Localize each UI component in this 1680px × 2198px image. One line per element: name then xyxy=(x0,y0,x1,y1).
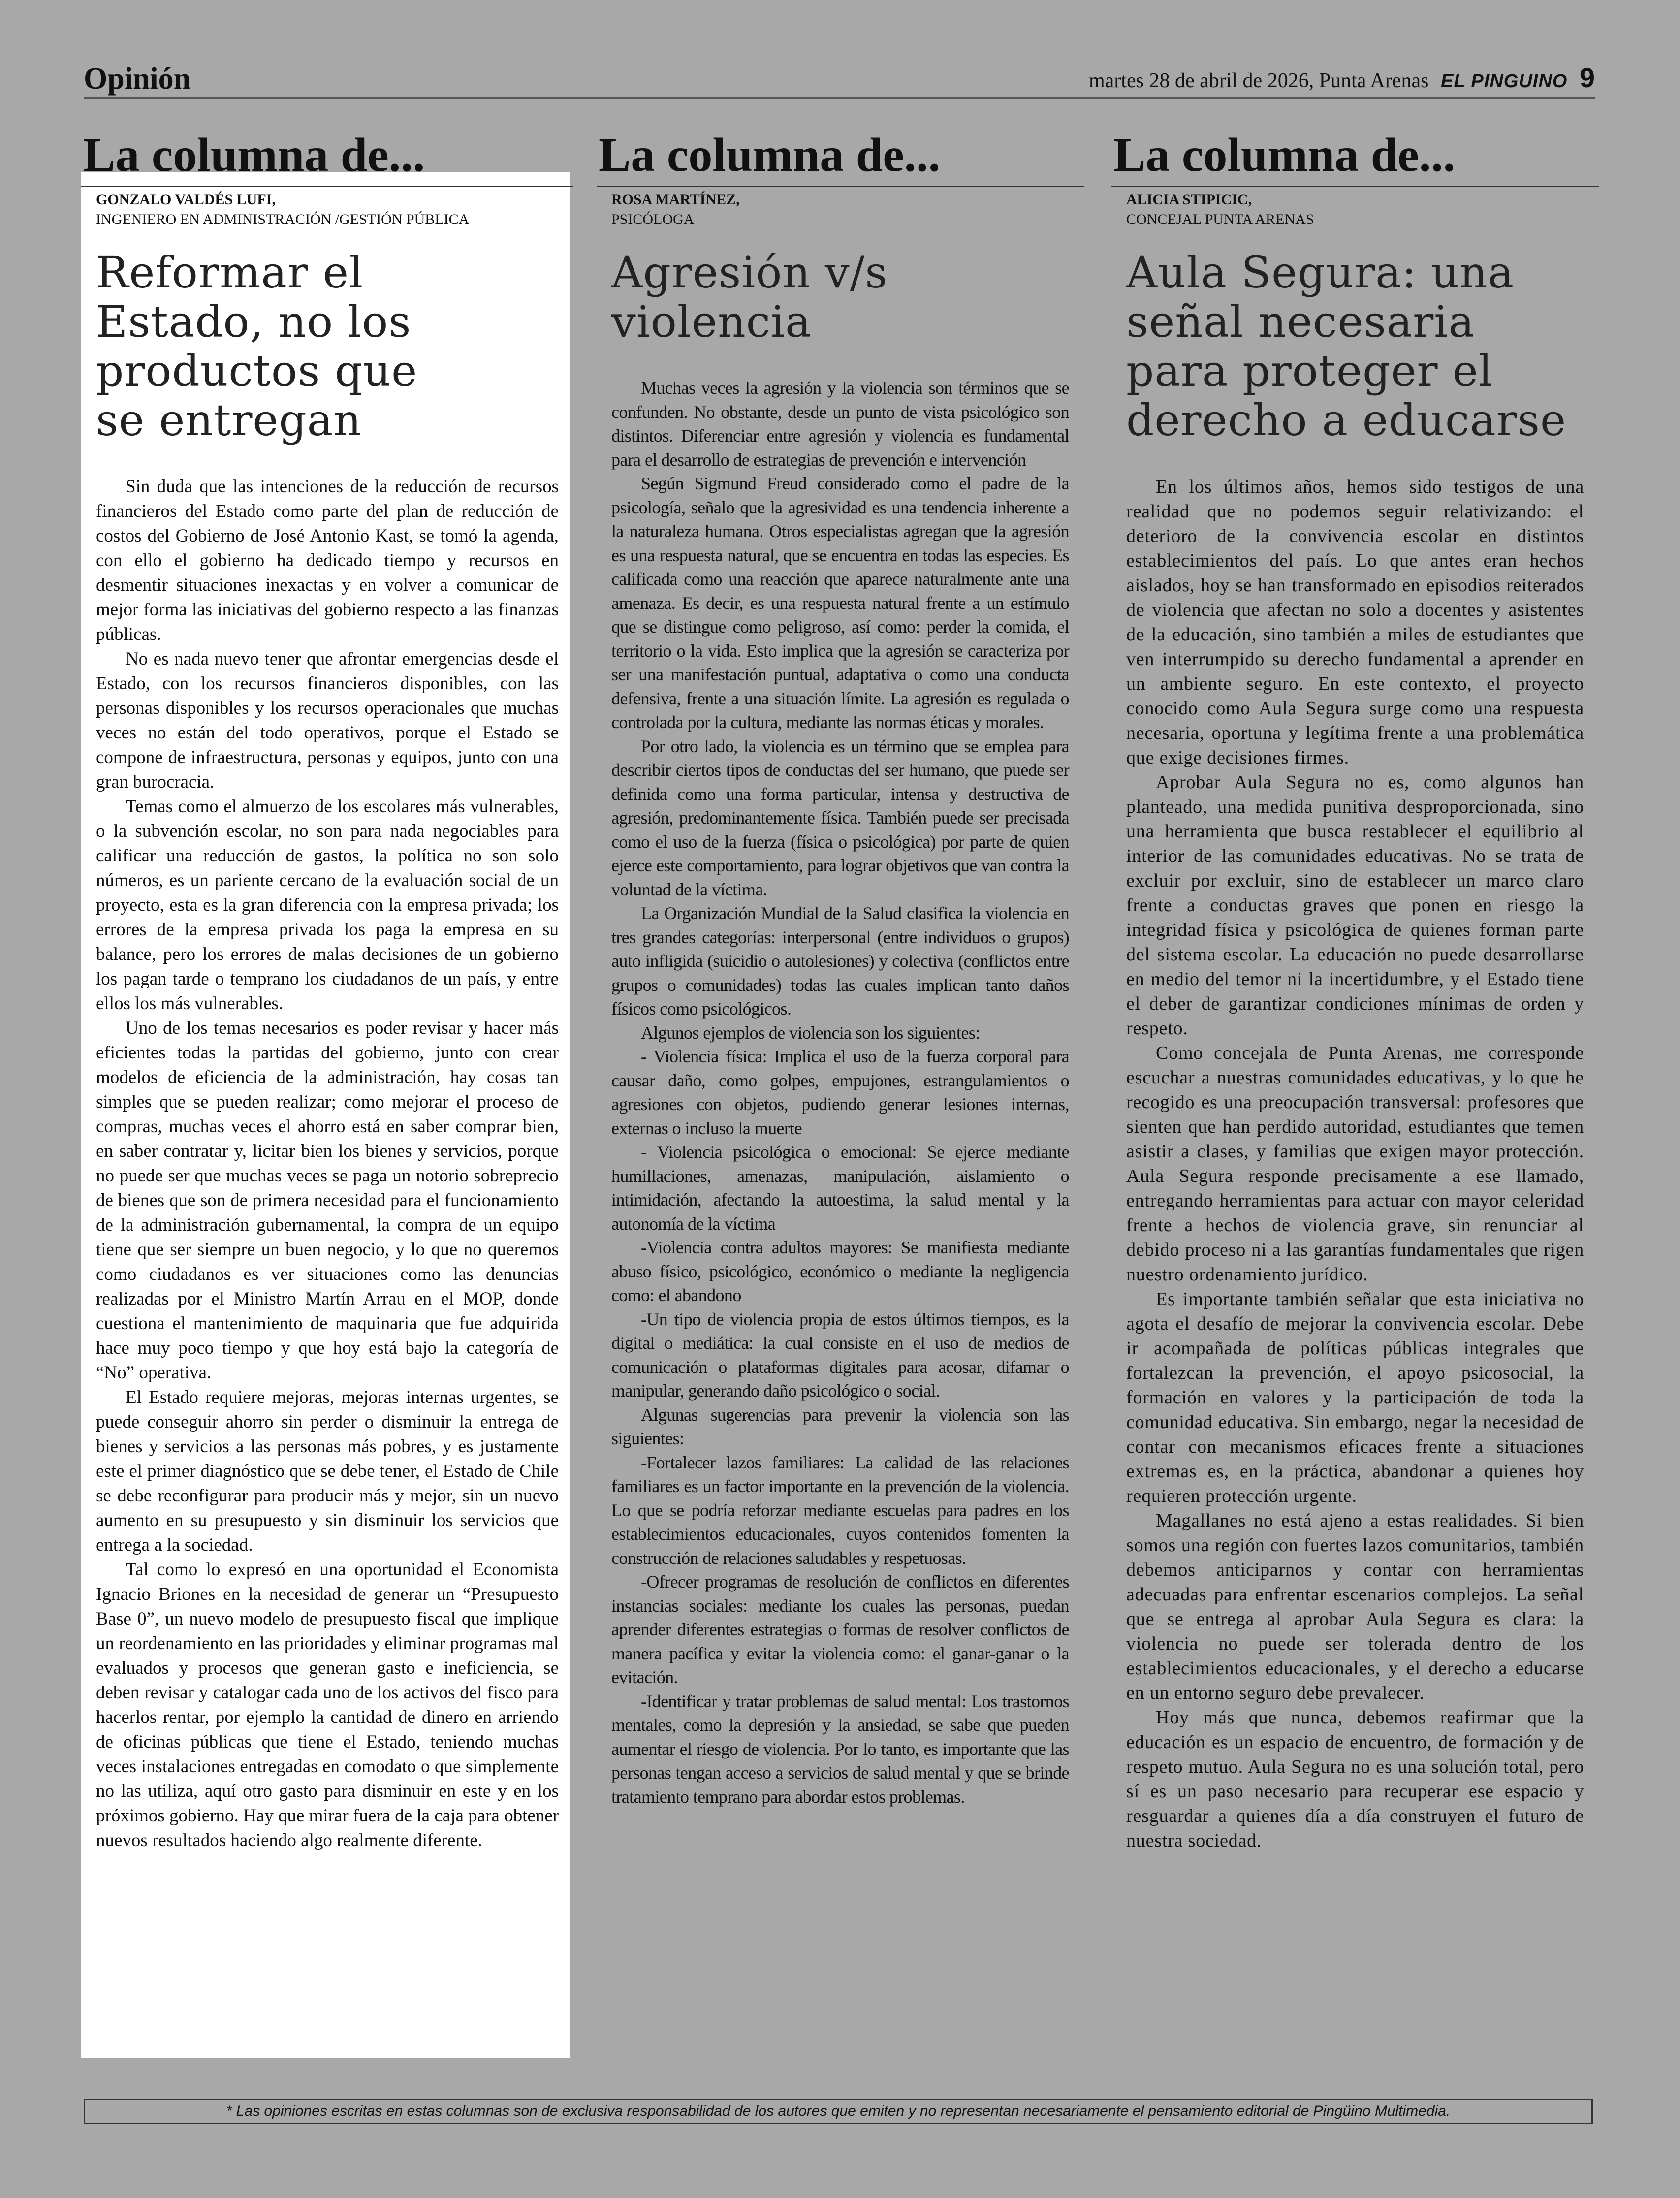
paragraph: No es nada nuevo tener que afrontar emergencias desde el Estado, con los recursos financieros disponibles, con las personas disponibles y los recursos operacionales que muchas veces no están del todo operativos, porque el Estado se compone de infraestructura, personas y equipos, junto con una gran burocracia. xyxy=(96,649,559,792)
paragraph: -Violencia contra adultos mayores: Se manifiesta mediante abuso físico, psicológico, económico o mediante la negligencia como: el abandono xyxy=(611,1238,1069,1305)
paragraph: Aprobar Aula Segura no es, como algunos han planteado, una medida punitiva desproporcionada, sino una herramienta que busca restablecer el equilibrio al interior de las comunidades educativas. No se trata de excluir por excluir, sino de establecer un marco claro frente a conductas graves que ponen en riesgo la integridad física y psicológica de quienes forman parte del sistema escolar. La educación no puede desarrollarse en medio del temor ni la incertidumbre, y el Estado tiene el deber de garantizar condiciones mínimas de orden y respeto. xyxy=(1126,772,1584,1039)
article-body xyxy=(1111,475,1599,1853)
footer-disclaimer: * Las opiniones escritas en estas columnas son de exclusiva responsabilidad de los autores que emiten y no representan necesariamente el pensamiento editorial de Pingüino Multimedia. xyxy=(84,2099,1593,2124)
author-role: CONCEJAL PUNTA ARENAS xyxy=(1126,211,1314,227)
paragraph: -Fortalecer lazos familiares: La calidad de las relaciones familiares es un factor importante en la prevención de la violencia. Lo que se podría reforzar mediante escuelas para padres en los establecimientos educacionales, cuyos contenidos fomenten la construcción de relaciones saludables y respetuosas. xyxy=(611,1452,1069,1568)
paragraph: La Organización Mundial de la Salud clasifica la violencia en tres grandes categorías: interpersonal (entre individuos o grupos) auto infligida (suicidio o autolesiones) y colectiva (conflictos entre grupos o comunidades) todas las cuales implican tanto daños físicos como psicológicos. xyxy=(611,903,1069,1019)
column-3 xyxy=(1111,130,1599,1853)
author-block xyxy=(597,190,1084,229)
paragraph: -Un tipo de violencia propia de estos últimos tiempos, es la digital o mediática: la cual consiste en el uso de medios de comunicación o plataformas digitales para acosar, difamar o manipular, generando daño psicológico o social. xyxy=(611,1309,1069,1401)
page-number: 9 xyxy=(1579,62,1595,93)
paragraph: Sin duda que las intenciones de la reducción de recursos financieros del Estado como parte del plan de reducción de costos del Gobierno de José Antonio Kast, se tomó la agenda, con ello el gobierno ha dedicado tiempo y recursos en desmentir situaciones inexactas y en volver a comunicar de mejor forma las iniciativas del gobierno respecto a las finanzas públicas. xyxy=(96,477,559,644)
author-block xyxy=(81,190,573,229)
article-body xyxy=(597,376,1084,1809)
author-name: ROSA MARTÍNEZ, xyxy=(611,191,740,208)
author-name: GONZALO VALDÉS LUFI, xyxy=(96,191,276,208)
paragraph: Algunos ejemplos de violencia son los siguientes: xyxy=(641,1022,980,1043)
column-title: La columna de... xyxy=(597,130,1084,187)
dateline xyxy=(1089,62,1595,94)
paragraph: Tal como lo expresó en una oportunidad el Economista Ignacio Briones en la necesidad de generar un “Presupuesto Base 0”, un nuevo modelo de presupuesto fiscal que implique un reordenamiento en las prioridades y eliminar programas mal evaluados y procesos que generan gasto e ineficiencia, se deben revisar y catalogar cada uno de los activos del fisco para hacerlos rentar, por ejemplo la cantidad de dinero en arriendo de oficinas públicas que tiene el Estado, teniendo muchas veces instalaciones entregadas en comodato o que simplemente no las utiliza, aquí otro gasto para disminuir en este y en los próximos gobierno. Hay que mirar fuera de la caja para obtener nuevos resultados haciendo algo realmente diferente. xyxy=(96,1560,559,1850)
paragraph: Muchas veces la agresión y la violencia son términos que se confunden. No obstante, desde un punto de vista psicológico son distintos. Diferenciar entre agresión y violencia es fundamental para el desarrollo de estrategias de prevención e intervención xyxy=(611,378,1069,470)
paragraph: - Violencia psicológica o emocional: Se ejerce mediante humillaciones, amenazas, manipulación, aislamiento o intimidación, afectando la autoestima, la salud mental y la autonomía de la víctima xyxy=(611,1142,1069,1234)
article-headline: Aula Segura: una señal necesaria para proteger el derecho a educarse xyxy=(1126,247,1567,446)
author-role: PSICÓLOGA xyxy=(611,211,695,227)
newspaper-brand: EL PINGUINO xyxy=(1441,71,1568,92)
column-1 xyxy=(81,130,573,1853)
article-body xyxy=(81,475,573,1853)
date-place: martes 28 de abril de 2026, Punta Arenas xyxy=(1089,69,1429,92)
page-header xyxy=(84,63,1595,99)
column-title: La columna de... xyxy=(1111,130,1599,187)
paragraph: Uno de los temas necesarios es poder revisar y hacer más eficientes todas la partidas del gobierno, junto con crear modelos de eficiencia de la administración, hay cosas tan simples que se pueden realizar; como mejorar el proceso de compras, muchas veces el ahorro está en saber comprar bien, en saber contratar y, licitar bien los bienes y servicios, porque no puede ser que muchas veces se paga un notorio sobreprecio de bienes que son de primera necesidad para el funcionamiento de la administración gubernamental, la compra de un equipo tiene que ser siempre un buen negocio, y lo que no queremos como ciudadanos es ver situaciones como las denuncias realizadas por el Ministro Martín Arrau en el MOP, donde cuestiona el mantenimiento de maquinaria que fue adquirida hace muy poco tiempo y que hoy está bajo la categoría de “No” operativa. xyxy=(96,1018,559,1383)
paragraph: Hoy más que nunca, debemos reafirmar que la educación es un espacio de encuentro, de formación y de respeto mutuo. Aula Segura no es una solución total, pero sí es un paso necesario para recuperar ese espacio y resguardar a quienes día a día construyen el futuro de nuestra sociedad. xyxy=(1126,1707,1584,1851)
article-headline: Reformar el Estado, no los productos que se entregan xyxy=(96,247,418,446)
section-title: Opinión xyxy=(84,62,191,96)
author-role: INGENIERO EN ADMINISTRACIÓN /GESTIÓN PÚBLICA xyxy=(96,211,470,227)
paragraph: Por otro lado, la violencia es un término que se emplea para describir ciertos tipos de conductas del ser humano, que puede ser definida como una forma particular, intensa y destructiva de agresión, predominantemente física. También puede ser precisada como el uso de la fuerza (física o psicológica) por parte de quien ejerce este comportamiento, para lograr objetivos que van contra la voluntad de la víctima. xyxy=(611,736,1069,899)
paragraph: El Estado requiere mejoras, mejoras internas urgentes, se puede conseguir ahorro sin perder o disminuir la entrega de bienes y servicios a las personas más pobres, y es justamente este el primer diagnóstico que se debe tener, el Estado de Chile se debe reconfigurar para producir más y mejor, sin un nuevo aumento en su presupuesto y sin disminuir los servicios que entrega a la sociedad. xyxy=(96,1387,559,1555)
author-name: ALICIA STIPICIC, xyxy=(1126,191,1252,208)
article-headline: Agresión v/s violencia xyxy=(611,247,888,347)
paragraph: En los últimos años, hemos sido testigos de una realidad que no podemos seguir relativizando: el deterioro de la convivencia escolar en distintos establecimientos del país. Lo que antes eran hechos aislados, hoy se han transformado en episodios reiterados de violencia que afectan no solo a docentes y asistentes de la educación, sino también a miles de estudiantes que ven interrumpido su derecho fundamental a aprender en un ambiente seguro. En este contexto, el proyecto conocido como Aula Segura surge como una respuesta necesaria, oportuna y legítima frente a una problemática que exige decisiones firmes. xyxy=(1126,477,1584,768)
author-block xyxy=(1111,190,1599,229)
column-title: La columna de... xyxy=(81,130,573,187)
paragraph: Según Sigmund Freud considerado como el padre de la psicología, señalo que la agresividad es una tendencia inherente a la naturaleza humana. Otros especialistas agregan que la agresión es una respuesta natural, que se encuentra en todas las especies. Es calificada como una reacción que aparece naturalmente ante una amenaza. Es decir, es una respuesta natural frente a un estímulo que se distingue como peligroso, así como: perder la comida, el territorio o la vida. Esto implica que la agresión se caracteriza por ser una manifestación puntual, adaptativa o como una conducta defensiva, frente a una situación límite. La agresión es regulada o controlada por la cultura, mediante las normas éticas y morales. xyxy=(611,474,1069,732)
paragraph: Como concejala de Punta Arenas, me corresponde escuchar a nuestras comunidades educativas, y lo que he recogido es una preocupación transversal: profesores que sienten que han perdido autoridad, estudiantes que temen asistir a clases, y familias que exigen mayor protección. Aula Segura responde precisamente a ese llamado, entregando herramientas para actuar con mayor celeridad frente a hechos de violencia grave, sin renunciar al debido proceso ni a las garantías fundamentales que rigen nuestro ordenamiento jurídico. xyxy=(1126,1043,1584,1285)
paragraph: - Violencia física: Implica el uso de la fuerza corporal para causar daño, como golpes, empujones, estrangulamientos o agresiones con objetos, pudiendo generar lesiones internas, externas o incluso la muerte xyxy=(611,1047,1069,1138)
paragraph: Temas como el almuerzo de los escolares más vulnerables, o la subvención escolar, no son para nada negociables para calificar una reducción de gastos, la política no son solo números, es un pariente cercano de la evaluación social de un proyecto, esta es la gran diferencia con la empresa privada; los errores de la empresa privada los paga la empresa en su balance, pero los errores de malas decisiones de un gobierno los pagan tarde o temprano los ciudadanos de un país, y entre ellos los más vulnerables. xyxy=(96,796,559,1014)
paragraph: Es importante también señalar que esta iniciativa no agota el desafío de mejorar la convivencia escolar. Debe ir acompañada de políticas públicas integrales que fortalezcan la prevención, el apoyo psicosocial, la formación en valores y la participación de toda la comunidad educativa. Sin embargo, negar la necesidad de contar con mecanismos eficaces frente a situaciones extremas es, en la práctica, abandonar a quienes hoy requieren protección urgente. xyxy=(1126,1289,1584,1506)
paragraph: -Identificar y tratar problemas de salud mental: Los trastornos mentales, como la depresión y la ansiedad, se sabe que pueden aumentar el riesgo de violencia. Por lo tanto, es importante que las personas tengan acceso a servicios de salud mental y que se brinde tratamiento temprano para abordar estos problemas. xyxy=(611,1691,1069,1807)
paragraph: -Ofrecer programas de resolución de conflictos en diferentes instancias sociales: mediante los cuales las personas, puedan aprender diferentes estrategias o formas de resolver conflictos de manera pacífica y evitar la violencia como: el ganar-ganar o la evitación. xyxy=(611,1572,1069,1687)
column-2 xyxy=(597,130,1084,1809)
paragraph: Algunas sugerencias para prevenir la violencia son las siguientes: xyxy=(611,1404,1069,1448)
paragraph: Magallanes no está ajeno a estas realidades. Si bien somos una región con fuertes lazos comunitarios, también debemos anticiparnos y contar con herramientas adecuadas para enfrentar escenarios complejos. La señal que se entrega al aprobar Aula Segura es clara: la violencia no puede ser tolerada dentro de los establecimientos educacionales, y el derecho a educarse en un entorno seguro debe prevalecer. xyxy=(1126,1510,1584,1703)
